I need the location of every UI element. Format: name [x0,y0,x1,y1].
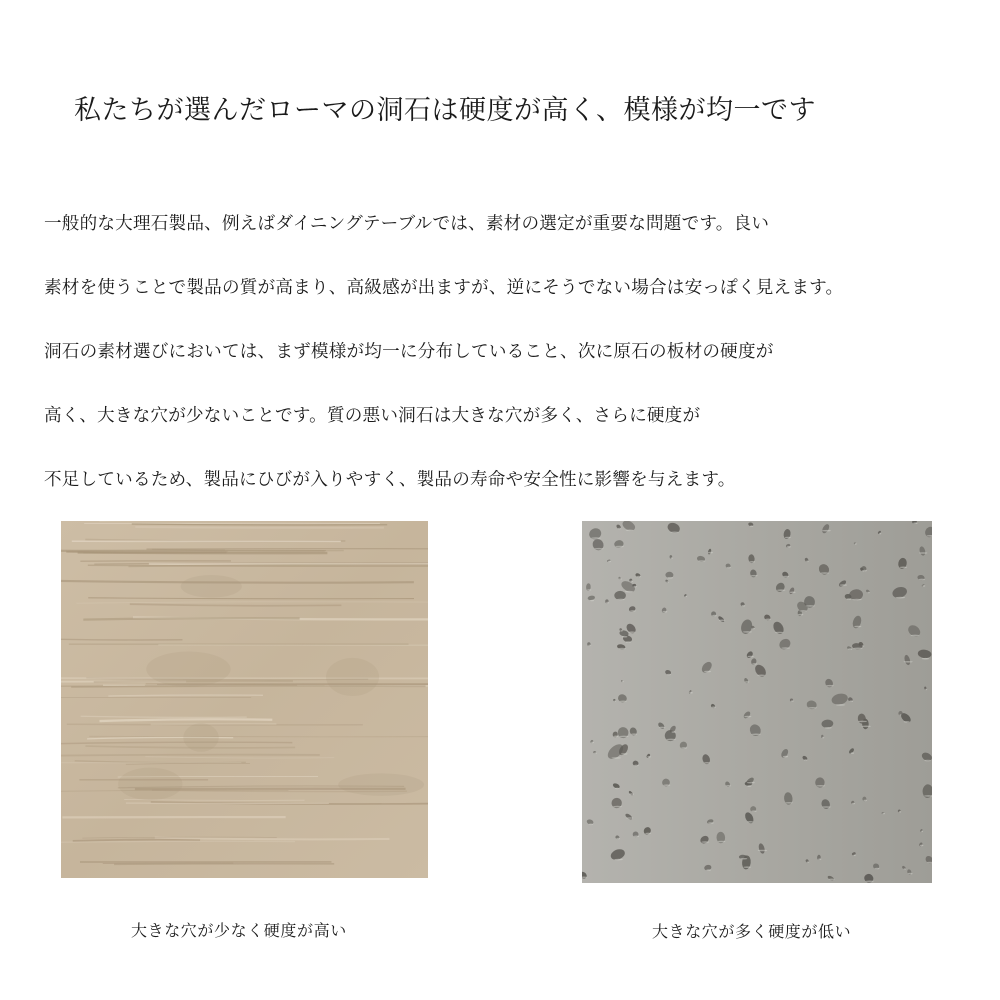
caption-porous-sample: 大きな穴が多く硬度が低い [652,922,852,941]
page-title: 私たちが選んだローマの洞石は硬度が高く、模様が均一です [74,95,816,126]
travertine-sample-porous-image [582,521,932,883]
paragraph-line: 不足しているため、製品にひびが入りやすく、製品の寿命や安全性に影響を与えます。 [44,470,736,490]
paragraph-line: 高く、大きな穴が少ないことです。質の悪い洞石は大きな穴が多く、さらに硬度が [44,406,701,426]
caption-dense-sample: 大きな穴が少なく硬度が高い [131,921,347,940]
paragraph-line: 一般的な大理石製品、例えばダイニングテーブルでは、素材の選定が重要な問題です。良い [44,214,770,234]
paragraph-line: 洞石の素材選びにおいては、まず模様が均一に分布していること、次に原石の板材の硬度が [44,342,774,362]
description-paragraph [44,192,974,512]
travertine-sample-dense-image [61,521,428,878]
paragraph-line: 素材を使うことで製品の質が高まり、高級感が出ますが、逆にそうでない場合は安っぽく見えます。 [44,278,844,298]
